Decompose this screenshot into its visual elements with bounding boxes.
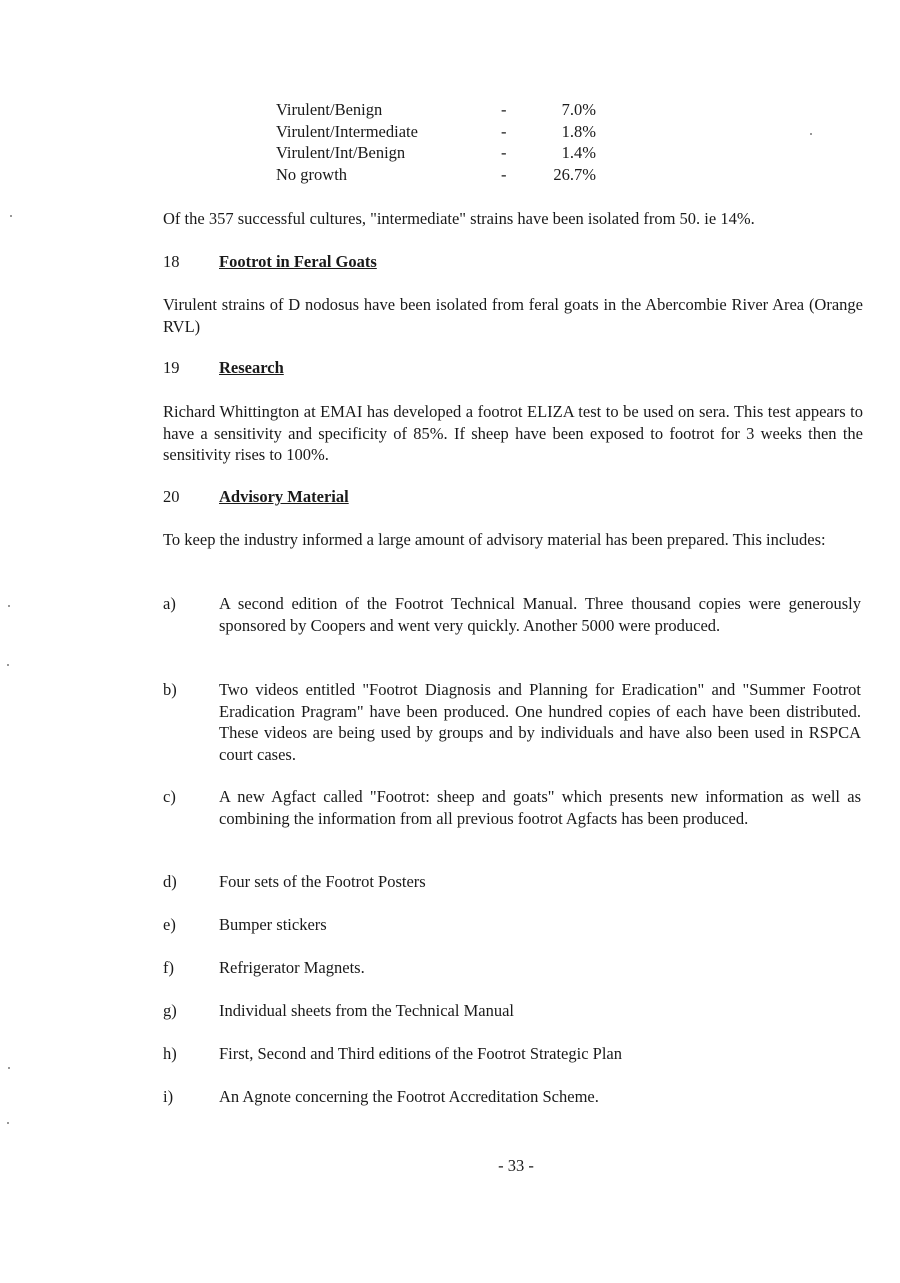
section-heading-19: [163, 357, 284, 379]
list-item: [163, 786, 863, 829]
cultures-paragraph: Of the 357 successful cultures, "intermediate" strains have been isolated from 50. ie 14%.: [163, 209, 755, 228]
strain-table: [276, 99, 616, 185]
strain-percent: 26.7%: [553, 164, 596, 184]
list-item-label: f): [163, 958, 174, 977]
list-item-text: Individual sheets from the Technical Manual: [219, 1001, 514, 1020]
strain-name: No growth: [276, 164, 348, 184]
list-item: [163, 871, 863, 893]
section-title: Footrot in Feral Goats: [219, 252, 377, 271]
scan-speck: [810, 133, 812, 135]
list-item-text: Refrigerator Magnets.: [219, 958, 365, 977]
section-heading-18: [163, 251, 377, 273]
list-item-label: b): [163, 680, 177, 699]
list-item-text: Four sets of the Footrot Posters: [219, 872, 426, 891]
section-18-body: Virulent strains of D nodosus have been isolated from feral goats in the Abercombie River Area (Orange RVL): [163, 295, 863, 336]
strain-name: Virulent/Int/Benign: [276, 143, 406, 162]
list-item: [163, 593, 863, 636]
strain-percent: 1.4%: [561, 143, 596, 162]
scan-speck: [7, 664, 9, 666]
section-number: 19: [163, 358, 180, 377]
list-item: [163, 1043, 863, 1065]
scan-speck: [7, 1122, 9, 1124]
list-item-label: h): [163, 1044, 177, 1063]
list-item: [163, 914, 863, 936]
strain-row: [276, 121, 616, 143]
strain-dash: -: [501, 100, 507, 119]
strain-name: Virulent/Benign: [276, 100, 383, 119]
page-number: - 33 -: [498, 1156, 534, 1175]
list-item-text: A new Agfact called "Footrot: sheep and goats" which presents new information as well as combining the information from all previous footrot Agfacts has been produced.: [219, 787, 861, 828]
section-number: 20: [163, 487, 180, 506]
list-item-label: d): [163, 872, 177, 891]
strain-percent: 1.8%: [561, 121, 596, 141]
list-item-text: Two videos entitled "Footrot Diagnosis and Planning for Eradication" and "Summer Footrot Eradication Pragram" have been produced. One hundred copies of each have been distributed. These videos are being used by groups and by individuals and have also been used in RSPCA court cases.: [219, 680, 861, 764]
list-item-text: First, Second and Third editions of the Footrot Strategic Plan: [219, 1044, 622, 1063]
scan-speck: [8, 605, 10, 607]
section-19-body: Richard Whittington at EMAI has developed a footrot ELIZA test to be used on sera. This test appears to have a sensitivity and specificity of 85%. If sheep have been exposed to footrot for 3 weeks then the sensitivity rises to 100%.: [163, 402, 863, 464]
section-20-intro: To keep the industry informed a large amount of advisory material has been prepared. This includes:: [163, 530, 826, 549]
list-item-label: i): [163, 1087, 174, 1106]
strain-dash: -: [501, 164, 507, 184]
list-item-label: e): [163, 915, 176, 934]
list-item-label: a): [163, 594, 176, 613]
list-item-text: A second edition of the Footrot Technical Manual. Three thousand copies were generously sponsored by Coopers and went very quickly. Another 5000 were produced.: [219, 594, 861, 635]
strain-dash: -: [501, 121, 507, 141]
strain-row: [276, 142, 616, 164]
strain-row: [276, 164, 616, 186]
list-item-text: Bumper stickers: [219, 915, 327, 934]
list-item: [163, 957, 863, 979]
list-item-label: g): [163, 1001, 177, 1020]
section-heading-20: [163, 486, 349, 508]
list-item-text: An Agnote concerning the Footrot Accreditation Scheme.: [219, 1087, 599, 1106]
section-title: Research: [219, 358, 284, 377]
scan-speck: [10, 215, 12, 217]
section-title: Advisory Material: [219, 487, 349, 506]
list-item: [163, 1000, 863, 1022]
scan-speck: [8, 1067, 10, 1069]
list-item-label: c): [163, 787, 176, 806]
list-item: [163, 1086, 863, 1108]
section-number: 18: [163, 252, 180, 271]
strain-percent: 7.0%: [561, 100, 596, 119]
strain-name: Virulent/Intermediate: [276, 121, 418, 141]
strain-dash: -: [501, 143, 507, 162]
strain-row: [276, 99, 616, 121]
list-item: [163, 679, 863, 765]
